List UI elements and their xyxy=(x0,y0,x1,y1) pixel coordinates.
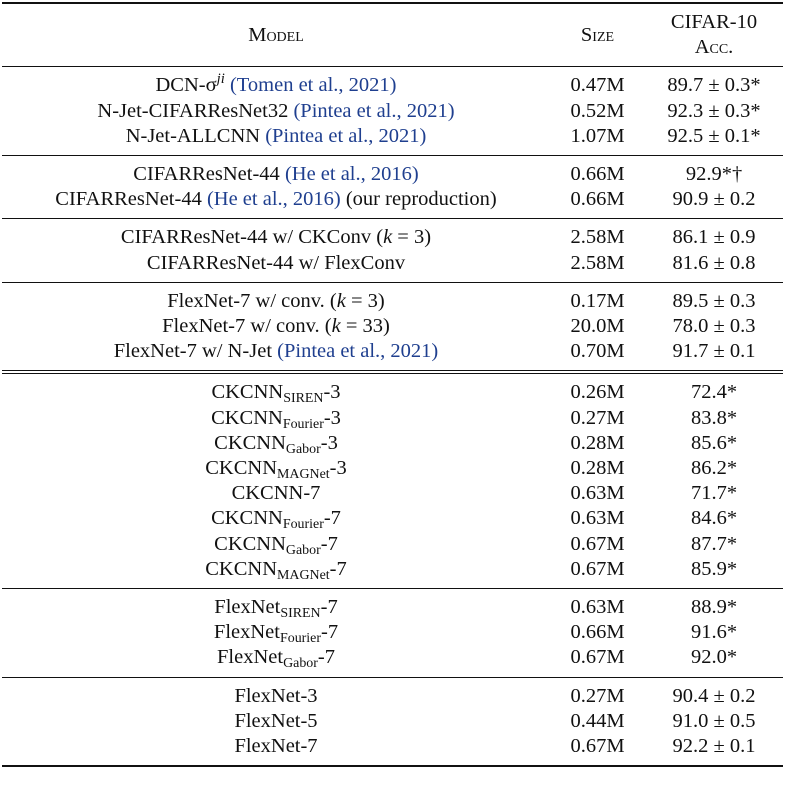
size-unit: M xyxy=(606,251,625,274)
model-cell xyxy=(2,187,550,219)
table-row xyxy=(2,677,783,709)
model-cell xyxy=(2,67,550,99)
size-cell xyxy=(550,557,645,589)
model-name: FlexNet xyxy=(217,646,284,669)
accuracy-cell: 89.7 ± 0.3* xyxy=(667,74,761,97)
accuracy-cell: 90.9 ± 0.2 xyxy=(645,187,783,219)
table-row xyxy=(2,532,783,557)
model-name: CKCNN xyxy=(214,431,286,454)
size-unit: M xyxy=(606,735,625,758)
model-cell xyxy=(2,506,550,531)
size-value: 0.63 xyxy=(570,596,607,619)
size-cell xyxy=(550,339,645,372)
table-row xyxy=(2,620,783,645)
model-suffix: -3 xyxy=(323,381,341,404)
table-row xyxy=(2,124,783,156)
table-row xyxy=(2,645,783,677)
model-cell xyxy=(2,282,550,314)
model-cell xyxy=(2,156,550,188)
size-value: 2.58 xyxy=(570,226,607,249)
accuracy-cell: 92.0* xyxy=(645,645,783,677)
model-suffix: -7 xyxy=(323,507,341,530)
table-row xyxy=(2,481,783,506)
size-unit: M xyxy=(606,315,625,338)
table-header xyxy=(2,3,783,67)
kernel-size-symbol: k xyxy=(331,315,341,338)
accuracy-cell: 92.2 ± 0.1 xyxy=(645,734,783,766)
size-unit: M xyxy=(606,709,625,732)
model-suffix: -7 xyxy=(320,532,338,555)
table-row xyxy=(2,589,783,621)
model-subscript: Fourier xyxy=(282,416,324,432)
model-name: CKCNN-7 xyxy=(231,482,321,505)
size-cell xyxy=(550,532,645,557)
accuracy-cell: 85.6* xyxy=(690,431,738,454)
size-value: 0.28 xyxy=(570,431,607,454)
size-value: 0.27 xyxy=(570,684,607,707)
accuracy-cell: 90.4 ± 0.2 xyxy=(672,684,756,707)
accuracy-cell: 85.9* xyxy=(645,557,783,589)
size-cell xyxy=(550,645,645,677)
size-unit: M xyxy=(606,646,625,669)
model-suffix: -7 xyxy=(321,621,339,644)
header-acc-line1: CIFAR-10 xyxy=(645,3,783,35)
accuracy-cell: 81.6 ± 0.8 xyxy=(645,251,783,283)
size-unit: M xyxy=(606,124,625,147)
size-value: 0.52 xyxy=(570,99,607,122)
model-name: FlexNet-7 w/ conv. ( xyxy=(167,289,337,312)
accuracy-cell: 87.7* xyxy=(690,532,738,555)
size-unit: M xyxy=(606,621,625,644)
accuracy-cell: 88.9* xyxy=(690,596,738,619)
size-cell xyxy=(550,187,645,219)
model-cell xyxy=(2,620,550,645)
table-row xyxy=(2,67,783,99)
model-suffix: -7 xyxy=(317,646,335,669)
size-unit: M xyxy=(606,340,625,363)
model-cell xyxy=(2,431,550,456)
size-value: 0.67 xyxy=(570,557,607,580)
size-value: 0.67 xyxy=(570,532,607,555)
size-value: 0.67 xyxy=(570,735,607,758)
citation-link[interactable]: (Pintea et al., 2021) xyxy=(265,124,427,147)
model-cell xyxy=(2,99,550,124)
accuracy-cell: 91.6* xyxy=(690,621,738,644)
model-name: CKCNN xyxy=(211,381,284,404)
model-cell xyxy=(2,124,550,156)
model-name: FlexNet-7 w/ conv. ( xyxy=(162,315,332,338)
model-name: N-Jet-CIFARResNet32 xyxy=(97,99,294,122)
table-row xyxy=(2,372,783,405)
accuracy-cell: 83.8* xyxy=(690,406,738,429)
model-cell xyxy=(2,456,550,481)
citation-link[interactable]: (He et al., 2016) xyxy=(284,163,419,186)
size-cell xyxy=(550,589,645,621)
model-cell xyxy=(2,677,550,709)
model-cell xyxy=(2,481,550,506)
model-subscript: Gabor xyxy=(285,441,321,457)
size-cell xyxy=(550,67,645,99)
table-row xyxy=(2,99,783,124)
model-subscript: Gabor xyxy=(285,542,321,558)
size-value: 0.17 xyxy=(570,289,607,312)
accuracy-cell: 78.0 ± 0.3 xyxy=(672,315,756,338)
header-size: Size xyxy=(550,3,645,67)
model-suffix: (our reproduction) xyxy=(340,188,497,211)
size-value: 0.66 xyxy=(570,621,607,644)
size-value: 0.28 xyxy=(570,457,607,480)
model-cell xyxy=(2,406,550,431)
size-unit: M xyxy=(606,163,625,186)
header-model: Model xyxy=(2,3,550,67)
accuracy-cell: 91.7 ± 0.1 xyxy=(645,339,783,372)
model-subscript: Gabor xyxy=(283,656,318,672)
accuracy-cell: 86.2* xyxy=(690,457,738,480)
size-unit: M xyxy=(606,99,625,122)
table-row xyxy=(2,506,783,531)
kernel-size-symbol: k xyxy=(336,289,346,312)
accuracy-cell: 84.6* xyxy=(690,507,738,530)
model-cell xyxy=(2,645,550,677)
size-cell xyxy=(550,99,645,124)
size-unit: M xyxy=(606,381,625,404)
size-cell xyxy=(550,251,645,283)
table-row xyxy=(2,406,783,431)
citation-link[interactable]: (Tomen et al., 2021) xyxy=(229,74,397,97)
table-row xyxy=(2,251,783,283)
citation-link[interactable]: (Pintea et al., 2021) xyxy=(293,99,455,122)
size-cell xyxy=(550,506,645,531)
size-value: 1.07 xyxy=(570,124,607,147)
size-value: 20.0 xyxy=(570,315,607,338)
table-row xyxy=(2,557,783,589)
model-suffix: -7 xyxy=(329,557,347,580)
model-suffix: -3 xyxy=(320,431,338,454)
size-cell xyxy=(550,677,645,709)
size-cell xyxy=(550,431,645,456)
model-cell xyxy=(2,372,550,405)
size-unit: M xyxy=(606,74,625,97)
model-superscript: ji xyxy=(216,71,225,88)
model-subscript: MAGNet xyxy=(277,567,330,583)
model-cell xyxy=(2,709,550,734)
size-value: 0.44 xyxy=(570,709,607,732)
size-unit: M xyxy=(606,557,625,580)
model-name: CIFARResNet-44 xyxy=(133,163,285,186)
table-row xyxy=(2,456,783,481)
size-value: 0.27 xyxy=(570,406,607,429)
model-subscript: SIREN xyxy=(280,605,321,621)
accuracy-cell: 92.5 ± 0.1* xyxy=(645,124,783,156)
model-subscript: MAGNet xyxy=(277,466,330,482)
size-unit: M xyxy=(606,226,625,249)
model-name: CKCNN xyxy=(211,507,283,530)
size-unit: M xyxy=(606,596,625,619)
size-value: 0.63 xyxy=(570,507,607,530)
model-name: FlexNet xyxy=(213,621,280,644)
table-body xyxy=(2,67,783,766)
size-value: 0.47 xyxy=(570,74,607,97)
size-unit: M xyxy=(606,457,625,480)
size-cell xyxy=(550,709,645,734)
accuracy-cell: 72.4* xyxy=(690,381,738,404)
table-row xyxy=(2,339,783,372)
size-value: 0.63 xyxy=(570,482,607,505)
table-row xyxy=(2,734,783,766)
size-unit: M xyxy=(606,532,625,555)
accuracy-cell: 71.7* xyxy=(690,482,738,505)
model-subscript: SIREN xyxy=(283,391,324,407)
model-cell xyxy=(2,314,550,339)
model-name: FlexNet-3 xyxy=(234,684,318,707)
kernel-size-symbol: k xyxy=(383,226,393,249)
table-row xyxy=(2,156,783,188)
accuracy-cell: 89.5 ± 0.3 xyxy=(672,289,756,312)
model-name: N-Jet-ALLCNN xyxy=(125,124,266,147)
size-cell xyxy=(550,734,645,766)
header-acc-line2: Acc. xyxy=(645,35,783,67)
model-name: CKCNN xyxy=(205,557,278,580)
model-cell xyxy=(2,589,550,621)
size-cell xyxy=(550,620,645,645)
size-unit: M xyxy=(606,188,625,211)
model-suffix: -3 xyxy=(323,406,341,429)
results-table xyxy=(2,2,783,767)
model-cell xyxy=(2,734,550,766)
size-cell xyxy=(550,124,645,156)
size-cell xyxy=(550,314,645,339)
model-cell xyxy=(2,532,550,557)
size-value: 0.70 xyxy=(570,340,607,363)
size-value: 0.67 xyxy=(570,646,607,669)
accuracy-cell: 92.3 ± 0.3* xyxy=(667,99,761,122)
model-name: DCN-σ xyxy=(155,74,217,97)
model-name: CKCNN xyxy=(205,457,278,480)
table-row xyxy=(2,314,783,339)
table-row xyxy=(2,709,783,734)
table-row xyxy=(2,187,783,219)
model-cell xyxy=(2,219,550,251)
size-value: 2.58 xyxy=(570,251,607,274)
size-cell xyxy=(550,282,645,314)
table-row xyxy=(2,431,783,456)
model-suffix: -7 xyxy=(320,596,338,619)
model-name: FlexNet xyxy=(214,596,281,619)
model-cell xyxy=(2,339,550,372)
size-unit: M xyxy=(606,289,625,312)
model-name: CKCNN xyxy=(211,406,283,429)
size-cell xyxy=(550,481,645,506)
size-cell xyxy=(550,456,645,481)
model-name: CIFARResNet-44 xyxy=(55,188,207,211)
model-suffix: = 33) xyxy=(340,315,390,338)
size-unit: M xyxy=(606,406,625,429)
model-name: CIFARResNet-44 w/ FlexConv xyxy=(146,251,406,274)
size-unit: M xyxy=(606,431,625,454)
size-cell xyxy=(550,406,645,431)
size-unit: M xyxy=(606,507,625,530)
model-name: FlexNet-5 xyxy=(234,709,318,732)
model-suffix: = 3) xyxy=(345,289,385,312)
model-name: FlexNet-7 xyxy=(234,735,318,758)
size-cell xyxy=(550,156,645,188)
table-row xyxy=(2,282,783,314)
model-name: CKCNN xyxy=(214,532,286,555)
accuracy-cell: 92.9*† xyxy=(685,163,743,186)
size-unit: M xyxy=(606,684,625,707)
model-suffix: -3 xyxy=(329,457,347,480)
model-cell xyxy=(2,251,550,283)
model-cell xyxy=(2,557,550,589)
model-subscript: Fourier xyxy=(279,631,321,647)
size-unit: M xyxy=(606,482,625,505)
model-suffix: = 3) xyxy=(392,226,432,249)
size-value: 0.66 xyxy=(570,188,607,211)
size-value: 0.66 xyxy=(570,163,607,186)
model-subscript: Fourier xyxy=(282,517,324,533)
model-name: FlexNet-7 w/ N-Jet xyxy=(113,340,278,363)
accuracy-cell: 86.1 ± 0.9 xyxy=(672,226,756,249)
size-value: 0.26 xyxy=(570,381,607,404)
citation-link[interactable]: (He et al., 2016) xyxy=(206,188,341,211)
table-row xyxy=(2,219,783,251)
size-cell xyxy=(550,372,645,405)
accuracy-cell: 91.0 ± 0.5 xyxy=(672,709,756,732)
citation-link[interactable]: (Pintea et al., 2021) xyxy=(277,340,439,363)
size-cell xyxy=(550,219,645,251)
model-name: CIFARResNet-44 w/ CKConv ( xyxy=(120,226,384,249)
